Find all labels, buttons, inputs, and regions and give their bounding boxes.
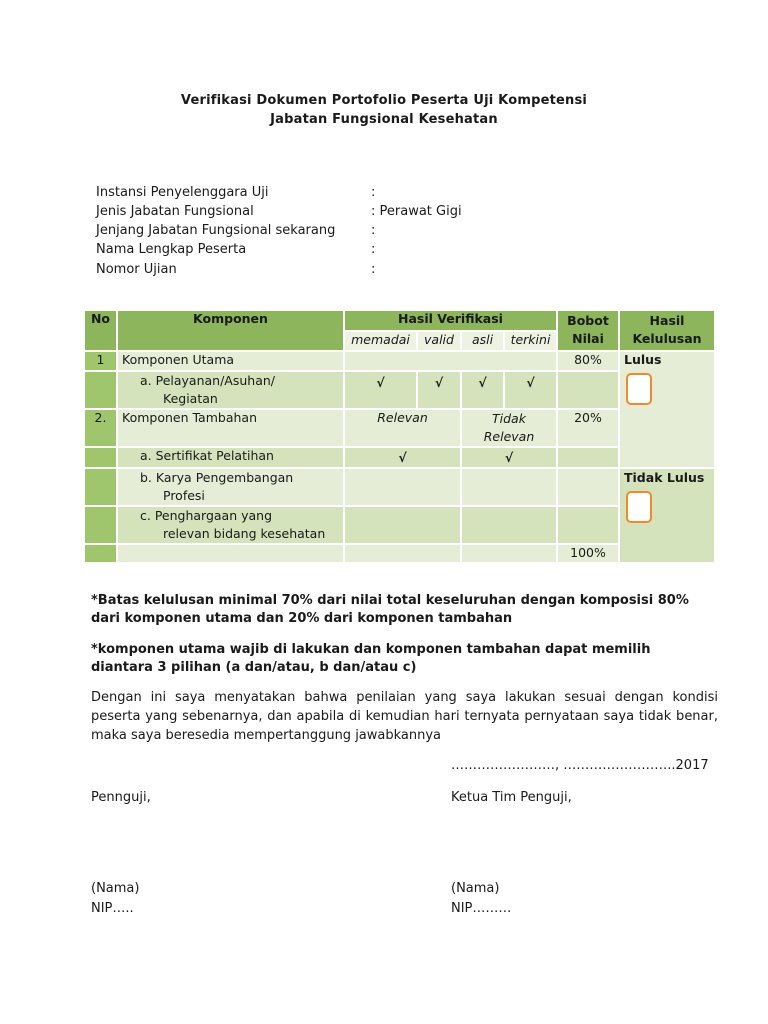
row2c-label-line1: c. Penghargaan yang xyxy=(140,508,273,523)
check-memadai: √ xyxy=(345,372,418,410)
tidak-lulus-cell xyxy=(620,469,716,564)
total-bobot: 100% xyxy=(558,545,620,564)
row2c-no xyxy=(85,507,118,545)
info-value-jenjang: : xyxy=(371,223,376,238)
row1-bobot: 80% xyxy=(558,352,620,372)
info-label-jenjang: Jenjang Jabatan Fungsional sekarang xyxy=(96,223,336,238)
info-value-jenis: : Perawat Gigi xyxy=(371,204,462,219)
lulus-cell xyxy=(620,352,716,469)
row2-tidak-relevan: Tidak Relevan xyxy=(462,410,558,448)
row1a-bobot xyxy=(558,372,620,410)
subheader-memadai: memadai xyxy=(345,332,418,352)
total-relevan xyxy=(345,545,462,564)
row2b-label-line1: b. Karya Pengembangan xyxy=(140,470,294,485)
header-no: No xyxy=(85,311,118,352)
row2c-tidak-relevan xyxy=(462,507,558,545)
header-komponen: Komponen xyxy=(118,311,345,352)
check-terkini: √ xyxy=(505,372,558,410)
subheader-valid: valid xyxy=(418,332,462,352)
info-label-instansi: Instansi Penyelenggara Uji xyxy=(96,185,269,200)
total-no xyxy=(85,545,118,564)
row2b-bobot xyxy=(558,469,620,507)
row2-bobot: 20% xyxy=(558,410,620,448)
penguji-nama: (Nama) xyxy=(91,881,140,896)
row1a-label xyxy=(118,372,345,410)
row2b-label xyxy=(118,469,345,507)
check-relevan: √ xyxy=(345,448,462,469)
row1-verification xyxy=(345,352,558,372)
subheader-terkini: terkini xyxy=(505,332,558,352)
row2b-relevan xyxy=(345,469,462,507)
info-value-nomor: : xyxy=(371,262,376,277)
total-label xyxy=(118,545,345,564)
lulus-label: Lulus xyxy=(624,352,662,367)
row2-relevan: Relevan xyxy=(345,410,462,448)
row2c-label xyxy=(118,507,345,545)
row1a-label-line2: Kegiatan xyxy=(163,391,218,406)
row2-label: Komponen Tambahan xyxy=(118,410,345,448)
info-value-nama: : xyxy=(371,242,376,257)
note-passing-threshold: *Batas kelulusan minimal 70% dari nilai total keseluruhan dengan komposisi 80% dari komponen utama dan 20% dari komponen tambahan xyxy=(91,593,689,626)
lulus-checkbox[interactable] xyxy=(626,373,652,405)
row1-no: 1 xyxy=(85,352,118,372)
statement-paragraph: Dengan ini saya menyatakan bahwa penilaian yang saya lakukan sesuai dengan kondisi peserta yang sebenarnya, dan apabila di kemudian hari ternyata pernyataan saya tidak benar, maka saya beresedia mempertanggung jawabkannya xyxy=(91,690,718,743)
subheader-asli: asli xyxy=(462,332,505,352)
row2c-label-line2: relevan bidang kesehatan xyxy=(163,526,326,541)
info-value-instansi: : xyxy=(371,185,376,200)
verification-table xyxy=(85,311,716,564)
row2a-label: a. Sertifikat Pelatihan xyxy=(118,448,345,469)
header-bobot: Bobot Nilai xyxy=(558,311,620,352)
total-tidak-relevan xyxy=(462,545,558,564)
penguji-label: Pennguji, xyxy=(91,790,151,805)
row2a-no xyxy=(85,448,118,469)
row1a-label-line1: a. Pelayanan/Asuhan/ xyxy=(140,373,275,388)
document-subtitle: Jabatan Fungsional Kesehatan xyxy=(270,112,498,127)
tidak-lulus-label: Tidak Lulus xyxy=(624,470,705,485)
tidak-lulus-checkbox[interactable] xyxy=(626,491,652,523)
header-hasil-kelulusan: Hasil Kelulusan xyxy=(620,311,716,352)
row2a-bobot xyxy=(558,448,620,469)
row2-no: 2. xyxy=(85,410,118,448)
penguji-nip: NIP….. xyxy=(91,901,134,916)
info-label-nomor: Nomor Ujian xyxy=(96,262,177,277)
date-line: ……………………, ……………………..2017 xyxy=(451,758,709,773)
ketua-label: Ketua Tim Penguji, xyxy=(451,790,572,805)
header-hasil-verifikasi: Hasil Verifikasi xyxy=(345,311,558,332)
row2b-no xyxy=(85,469,118,507)
check-valid: √ xyxy=(418,372,462,410)
check-tidak-relevan: √ xyxy=(462,448,558,469)
row2b-tidak-relevan xyxy=(462,469,558,507)
row2c-bobot xyxy=(558,507,620,545)
ketua-nip: NIP……… xyxy=(451,901,512,916)
row1a-no xyxy=(85,372,118,410)
info-label-nama: Nama Lengkap Peserta xyxy=(96,242,247,257)
check-asli: √ xyxy=(462,372,505,410)
ketua-nama: (Nama) xyxy=(451,881,500,896)
row1-label: Komponen Utama xyxy=(118,352,345,372)
row2c-relevan xyxy=(345,507,462,545)
row2b-label-line2: Profesi xyxy=(163,488,205,503)
note-component-rule: *komponen utama wajib di lakukan dan komponen tambahan dapat memilih diantara 3 pilihan (a dan/atau, b dan/atau c) xyxy=(91,642,651,675)
info-label-jenis: Jenis Jabatan Fungsional xyxy=(96,204,254,219)
document-title: Verifikasi Dokumen Portofolio Peserta Uji Kompetensi xyxy=(180,93,588,108)
